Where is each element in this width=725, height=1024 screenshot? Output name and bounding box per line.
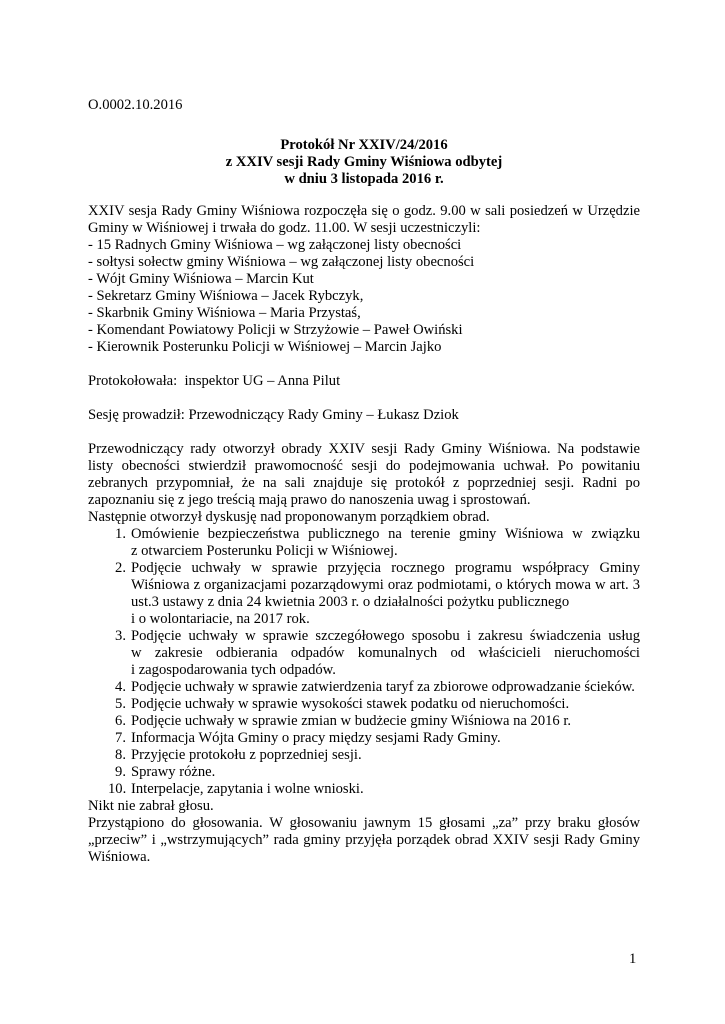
chair-line: Sesję prowadził: Przewodniczący Rady Gminy – Łukasz Dziok — [88, 407, 459, 423]
agenda-item-line: Interpelacje, zapytania i wolne wnioski. — [131, 781, 364, 797]
attendee-item: - Wójt Gminy Wiśniowa – Marcin Kut — [88, 271, 314, 287]
agenda-item — [88, 628, 640, 679]
agenda-item-line: Informacja Wójta Gminy o pracy między sesjami Rady Gminy. — [131, 730, 501, 746]
recorder-line: Protokołowała: inspektor UG – Anna Pilut — [88, 373, 341, 389]
agenda-item-line: Podjęcie uchwały w sprawie zmian w budżecie gminy Wiśniowa na 2016 r. — [131, 713, 572, 729]
agenda-item-number: 3. — [115, 628, 126, 644]
agenda-item-number: 10. — [108, 781, 127, 797]
agenda-item — [88, 560, 640, 628]
agenda-intro: Następnie otworzył dyskusję nad proponowanym porządkiem obrad. — [88, 509, 490, 525]
agenda-item — [88, 747, 640, 764]
intro-paragraph — [88, 203, 640, 237]
agenda-item-line: Przyjęcie protokołu z poprzedniej sesji. — [131, 747, 362, 763]
agenda-item-number: 6. — [115, 713, 126, 729]
agenda-item-line: Podjęcie uchwały w sprawie przyjęcia rocznego programu współpracy Gminy — [131, 560, 640, 576]
intro-line: XXIV sesja Rady Gminy Wiśniowa rozpoczęła się o godz. 9.00 w sali posiedzeń w Urzędzie — [88, 203, 640, 219]
agenda-item-line: ust.3 ustawy z dnia 24 kwietnia 2003 r. o działalności pożytku publicznego — [131, 594, 570, 610]
attendee-item: - sołtysi sołectw gminy Wiśniowa – wg załączonej listy obecności — [88, 254, 475, 270]
vote-line: „przeciw” i „wstrzymujących” rada gminy przyjęła porządek obrad XXIV sesji Rady Gminy — [88, 832, 640, 848]
agenda-item — [88, 713, 640, 730]
vote-line: Wiśniowa. — [88, 849, 151, 865]
attendee-item: - 15 Radnych Gminy Wiśniowa – wg załączonej listy obecności — [88, 237, 462, 253]
agenda-item-line: i o wolontariacie, na 2017 rok. — [131, 611, 310, 627]
vote-line: Przystąpiono do głosowania. W głosowaniu jawnym 15 głosami „za” przy braku głosów — [88, 815, 640, 831]
agenda-item-line: Podjęcie uchwały w sprawie zatwierdzenia taryf za zbiorowe odprowadzanie ścieków. — [131, 679, 635, 695]
opening-line: Przewodniczący rady otworzył obrady XXIV sesji Rady Gminy Wiśniowa. Na podstawie — [88, 441, 640, 457]
spacer — [88, 390, 640, 407]
document-title — [88, 137, 640, 188]
opening-paragraph — [88, 441, 640, 509]
agenda-item-line: Podjęcie uchwały w sprawie wysokości stawek podatku od nieruchomości. — [131, 696, 570, 712]
agenda-item — [88, 679, 640, 696]
agenda-item-number: 1. — [115, 526, 126, 542]
page-number: 1 — [629, 951, 637, 967]
spacer — [88, 356, 640, 373]
document-body — [88, 203, 640, 866]
agenda-item-line: Sprawy różne. — [131, 764, 216, 780]
agenda-item-line: i zagospodarowania tych odpadów. — [131, 662, 336, 678]
agenda-item-line: w zakresie odbierania odpadów komunalnych od właścicieli nieruchomości — [131, 645, 640, 661]
title-line: w dniu 3 listopada 2016 r. — [284, 171, 444, 187]
title-line: z XXIV sesji Rady Gminy Wiśniowa odbytej — [225, 154, 503, 170]
agenda-item — [88, 696, 640, 713]
no-comments-line: Nikt nie zabrał głosu. — [88, 798, 214, 814]
agenda-item-number: 5. — [115, 696, 126, 712]
opening-line: zebranych przypomniał, że na sali znajduje się protokół z poprzedniej sesji. Radni po — [88, 475, 640, 491]
agenda-item-line: Podjęcie uchwały w sprawie szczegółowego sposobu i zakresu świadczenia usług — [131, 628, 640, 644]
opening-line: listy obecności stwierdził prawomocność sesji do podejmowania uchwał. Po powitaniu — [88, 458, 640, 474]
opening-line: zapoznaniu się z jego treścią mają prawo do nanoszenia uwag i sprostowań. — [88, 492, 531, 508]
agenda-item-line: Wiśniowa z organizacjami pozarządowymi oraz podmiotami, o których mowa w art. 3 — [131, 577, 640, 593]
attendee-item: - Sekretarz Gminy Wiśniowa – Jacek Rybczyk, — [88, 288, 364, 304]
agenda-item — [88, 764, 640, 781]
agenda-list — [88, 526, 640, 798]
agenda-item — [88, 781, 640, 798]
attendee-item: - Kierownik Posterunku Policji w Wiśniowej – Marcin Jajko — [88, 339, 442, 355]
title-line: Protokół Nr XXIV/24/2016 — [280, 137, 448, 153]
attendee-item: - Skarbnik Gminy Wiśniowa – Maria Przystaś, — [88, 305, 361, 321]
agenda-item — [88, 526, 640, 560]
vote-paragraph — [88, 815, 640, 866]
agenda-item-number: 9. — [115, 764, 126, 780]
agenda-item-number: 2. — [115, 560, 126, 576]
attendee-item: - Komendant Powiatowy Policji w Strzyżowie – Paweł Owiński — [88, 322, 463, 338]
document-reference-number: O.0002.10.2016 — [88, 97, 183, 113]
agenda-item — [88, 730, 640, 747]
attendee-list — [88, 237, 640, 356]
intro-line: Gminy w Wiśniowej i trwała do godz. 11.00. W sesji uczestniczyli: — [88, 220, 481, 236]
agenda-item-number: 4. — [115, 679, 126, 695]
agenda-item-line: z otwarciem Posterunku Policji w Wiśniowej. — [131, 543, 398, 559]
agenda-item-number: 7. — [115, 730, 126, 746]
spacer — [88, 424, 640, 441]
agenda-item-line: Omówienie bezpieczeństwa publicznego na terenie gminy Wiśniowa w związku — [131, 526, 640, 542]
agenda-item-number: 8. — [115, 747, 126, 763]
